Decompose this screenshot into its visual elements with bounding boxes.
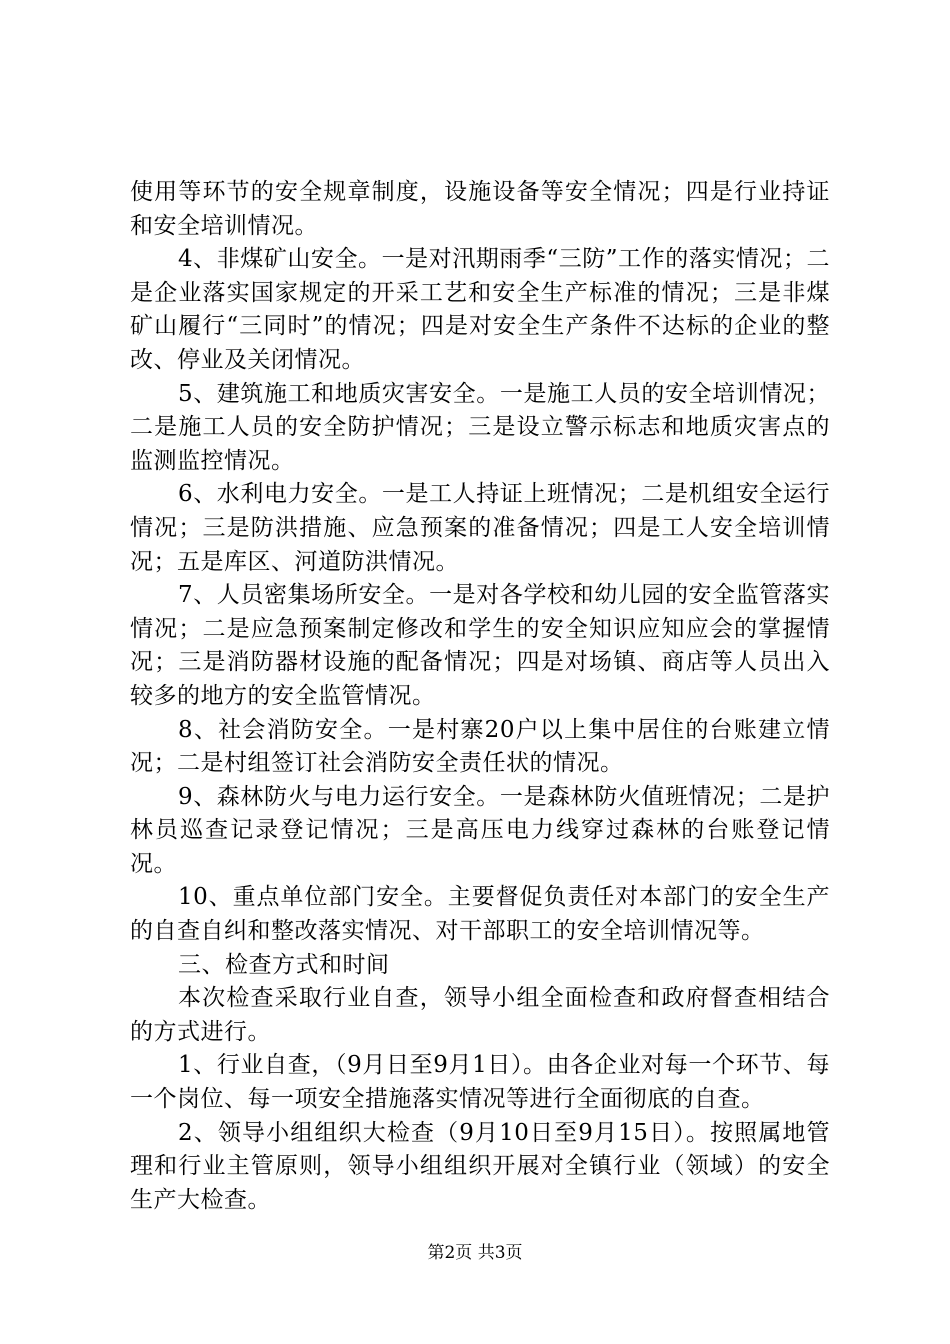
document-body xyxy=(130,176,830,1217)
paragraph-12: 2、领导小组组织大检查（9月10日至9月15日）。按照属地管理和行业主管原则，领导小组组织开展对全镇行业（领域）的安全生产大检查。 xyxy=(130,1119,830,1213)
paragraph-5: 7、人员密集场所安全。一是对各学校和幼儿园的安全监管落实情况；二是应急预案制定修改和学生的安全知识应知应会的掌握情况；三是消防器材设施的配备情况；四是对场镇、商店等人员出入较多的地方的安全监管情况。 xyxy=(130,582,830,709)
paragraph-6: 8、社会消防安全。一是村寨20户以上集中居住的台账建立情况；二是村组签订社会消防安全责任状的情况。 xyxy=(130,716,830,777)
page-number-footer: 第2页 共3页 xyxy=(427,1243,523,1263)
paragraph-8: 10、重点单位部门安全。主要督促负责任对本部门的安全生产的自查自纠和整改落实情况、对干部职工的安全培训情况等。 xyxy=(130,884,830,945)
paragraph-2: 4、非煤矿山安全。一是对汛期雨季“三防”工作的落实情况；二是企业落实国家规定的开采工艺和安全生产标准的情况；三是非煤矿山履行“三同时”的情况；四是对安全生产条件不达标的企业的整改、停业及关闭情况。 xyxy=(130,246,830,373)
paragraph-7: 9、森林防火与电力运行安全。一是森林防火值班情况；二是护林员巡查记录登记情况；三是高压电力线穿过森林的台账登记情况。 xyxy=(130,783,830,877)
paragraph-11: 1、行业自查，（9月日至9月1日）。由各企业对每一个环节、每一个岗位、每一项安全措施落实情况等进行全面彻底的自查。 xyxy=(130,1052,830,1113)
paragraph-4: 6、水利电力安全。一是工人持证上班情况；二是机组安全运行情况；三是防洪措施、应急预案的准备情况；四是工人安全培训情况；五是库区、河道防洪情况。 xyxy=(130,481,830,575)
section-heading: 三、检查方式和时间 xyxy=(178,951,390,978)
paragraph-10: 本次检查采取行业自查，领导小组全面检查和政府督查相结合的方式进行。 xyxy=(130,985,830,1045)
paragraph-1: 使用等环节的安全规章制度，设施设备等安全情况；四是行业持证和安全培训情况。 xyxy=(130,179,830,239)
paragraph-3: 5、建筑施工和地质灾害安全。一是施工人员的安全培训情况；二是施工人员的安全防护情况；三是设立警示标志和地质灾害点的监测监控情况。 xyxy=(130,380,830,474)
